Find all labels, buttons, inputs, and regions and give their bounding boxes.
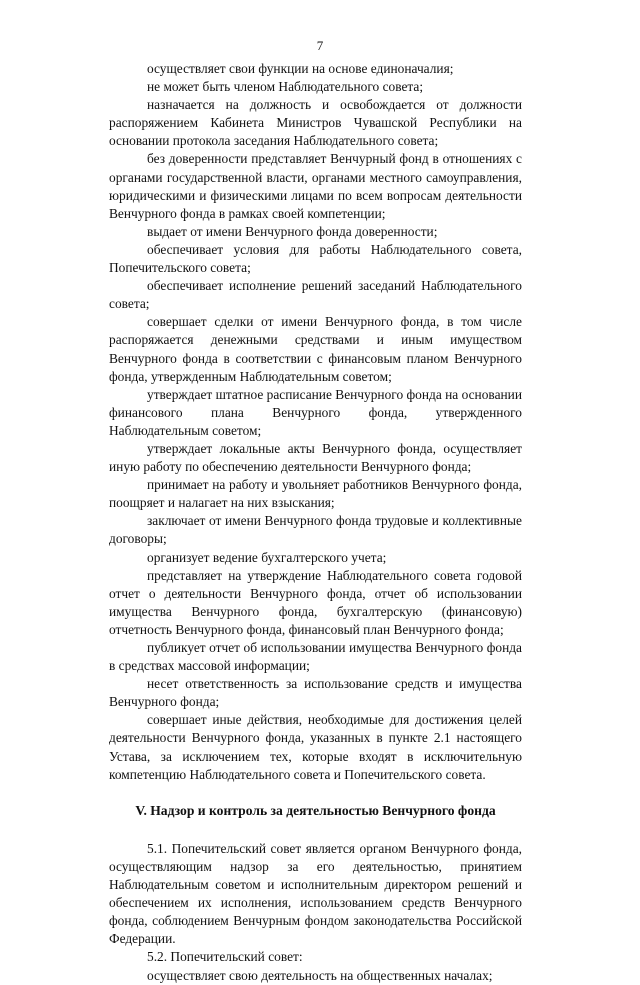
paragraph: совершает сделки от имени Венчурного фонда, в том числе распоряжается денежными средствами и иным имуществом Венчурного фонда в соответствии с финансовым планом Венчурного фонда, утвержденным Наблюдательным советом; <box>109 314 522 384</box>
paragraph: представляет на утверждение Наблюдательного совета годовой отчет о деятельности Венчурного фонда, отчет об использовании имущества Венчурного фонда, бухгалтерскую (финансовую) отчетность Венчурного фонда, финансовый план Венчурного фонда; <box>109 567 522 637</box>
paragraph: утверждает штатное расписание Венчурного фонда на основании финансового плана Венчурного фонда, утвержденного Наблюдательным советом; <box>109 386 523 438</box>
paragraph: осуществляет свои функции на основе единоначалия; <box>147 61 454 76</box>
paragraph: без доверенности представляет Венчурный фонд в отношениях с органами государственной власти, органами местного самоуправления, юридическими и физическими лицами по всем вопросам деятельности Венчурного фонда в рамках своей компетенции; <box>109 151 522 221</box>
page-number: 7 <box>316 38 324 53</box>
paragraph: осуществляет свою деятельность на общественных началах; <box>147 967 493 983</box>
paragraph: обеспечивает исполнение решений заседаний Наблюдательного совета; <box>109 278 522 312</box>
paragraph: утверждает локальные акты Венчурного фонда, осуществляет иную работу по обеспечению деятельности Венчурного фонда; <box>109 440 522 475</box>
paragraph: несет ответственность за использование средств и имущества Венчурного фонда; <box>109 676 522 710</box>
paragraph: принимает на работу и увольняет работников Венчурного фонда, поощряет и налагает на них взыскания; <box>109 477 522 511</box>
paragraph: организует ведение бухгалтерского учета; <box>147 549 387 565</box>
paragraph: 5.1. Попечительский совет является органом Венчурного фонда, осуществляющим надзор за его деятельностью, принятием Наблюдательным советом и исполнительным директором решений и обеспечением их исполнения, использованием средств Венчурного фонда, соблюдением Венчурным фондом законодательства Российской Федерации. <box>109 840 522 947</box>
paragraph: совершает иные действия, необходимые для достижения целей деятельности Венчурного фонда, указанных в пункте 2.1 настоящего Устава, за исключением тех, которые входят в исключительную компетенцию Наблюдательного совета и Попечительского совета. <box>109 712 522 782</box>
paragraph: не может быть членом Наблюдательного совета; <box>147 79 424 95</box>
paragraph: назначается на должность и освобождается от должности распоряжением Кабинета Министров Чувашской Республики на основании протокола заседания Наблюдательного совета; <box>109 97 522 149</box>
paragraph: публикует отчет об использовании имущества Венчурного фонда в средствах массовой информации; <box>109 640 522 674</box>
paragraph: заключает от имени Венчурного фонда трудовые и коллективные договоры; <box>109 513 522 547</box>
section-heading: V. Надзор и контроль за деятельностью Венчурного фонда <box>135 802 496 818</box>
document-body <box>109 60 522 985</box>
paragraph: выдает от имени Венчурного фонда доверенности; <box>147 223 438 239</box>
paragraph: 5.2. Попечительский совет: <box>147 949 303 965</box>
paragraph: обеспечивает условия для работы Наблюдательного совета, Попечительского совета; <box>109 241 522 276</box>
